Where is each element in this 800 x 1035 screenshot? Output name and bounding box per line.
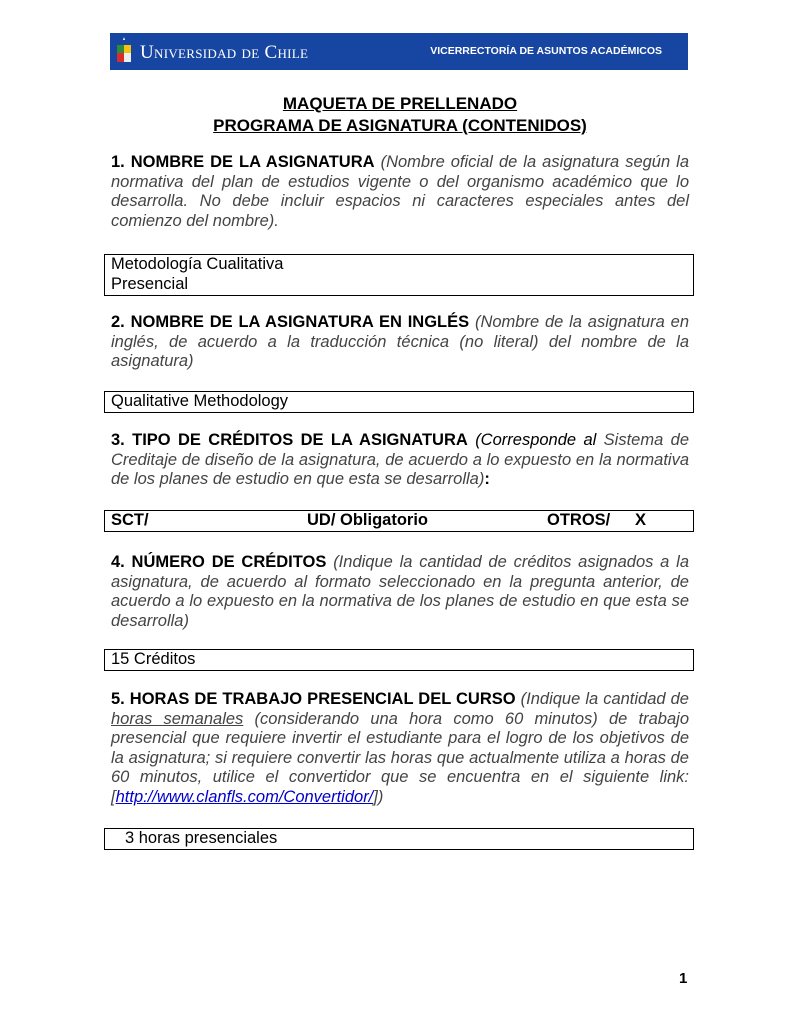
answer-line: Presencial bbox=[111, 274, 189, 293]
answer-line: Metodología Cualitativa bbox=[111, 255, 284, 273]
section-note: Sistema de Creditaje de diseño de la asignatura, de acuerdo a lo expuesto en la normativa de los planes de estudio en que esta se desarrolla) bbox=[111, 431, 689, 489]
option-otros: OTROS/ bbox=[547, 511, 611, 529]
option-sct: SCT/ bbox=[111, 511, 149, 529]
section-heading: 4. NÚMERO DE CRÉDITOS bbox=[111, 553, 327, 571]
header-banner bbox=[110, 33, 688, 70]
answer-box-5[interactable] bbox=[104, 828, 694, 850]
section-heading: 1. NOMBRE DE LA ASIGNATURA bbox=[111, 153, 375, 171]
office-name: VICERRECTORÍA DE ASUNTOS ACADÉMICOS bbox=[430, 45, 662, 57]
doc-title-line1: MAQUETA DE PRELLENADO bbox=[282, 94, 518, 113]
answer-box-1[interactable] bbox=[104, 254, 694, 296]
section-heading: 3. TIPO DE CRÉDITOS DE LA ASIGNATURA bbox=[111, 431, 468, 449]
answer-box-4[interactable] bbox=[104, 649, 694, 671]
doc-title-line2: PROGRAMA DE ASIGNATURA (CONTENIDOS) bbox=[213, 116, 587, 135]
converter-link[interactable]: http://www.clanfls.com/Convertidor/ bbox=[115, 787, 374, 806]
selected-mark: X bbox=[635, 511, 647, 529]
answer-text: 15 Créditos bbox=[111, 650, 196, 668]
note-text: ]) bbox=[373, 787, 384, 806]
note-text: (considerando una hora como 60 minutos) de trabajo presencial que requiere invertir el estudiante para el logro de los objetivos de la asignatura; si requiere convertir las horas que actualmente utiliza a horas de 60 minutos, utilice el convertidor que se encuentra en el siguiente link: [ bbox=[111, 709, 689, 806]
answer-box-2[interactable] bbox=[104, 391, 694, 413]
section-2 bbox=[111, 313, 689, 372]
note-text: (Indique la cantidad de bbox=[520, 690, 689, 708]
section-4 bbox=[111, 553, 689, 631]
section-note: (Nombre de la asignatura en inglés, de acuerdo a la traducción técnica (no literal) del nombre de la asignatura) bbox=[111, 313, 689, 371]
option-ud: UD/ Obligatorio bbox=[307, 511, 428, 529]
section-note-dark: (Corresponde al bbox=[475, 431, 597, 449]
answer-text: Qualitative Methodology bbox=[111, 392, 289, 410]
section-5 bbox=[111, 690, 689, 808]
university-name: Universidad de Chile bbox=[140, 42, 309, 63]
answer-text: 3 horas presenciales bbox=[125, 829, 278, 847]
section-3 bbox=[111, 431, 689, 490]
note-underlined: horas semanales bbox=[111, 709, 244, 728]
section-heading: 5. HORAS DE TRABAJO PRESENCIAL DEL CURSO bbox=[111, 690, 516, 708]
section-1 bbox=[111, 153, 689, 231]
section-note: (Indique la cantidad de créditos asignados a la asignatura, de acuerdo al formato seleccionado en la pregunta anterior, de acuerdo a lo expuesto en la normativa de los planes de estudio en que esta se desarrolla) bbox=[111, 553, 690, 630]
colon: : bbox=[484, 470, 490, 489]
section-note: (Nombre oficial de la asignatura según la normativa del plan de estudios vigente o del organismo académico que lo desarrolla. No debe incluir espacios ni caracteres especiales antes del comienzo del nombre). bbox=[111, 153, 689, 230]
page-number: 1 bbox=[679, 970, 688, 987]
university-crest-icon bbox=[116, 37, 132, 65]
credit-type-box[interactable] bbox=[104, 510, 694, 532]
section-heading: 2. NOMBRE DE LA ASIGNATURA EN INGLÉS bbox=[111, 313, 470, 331]
